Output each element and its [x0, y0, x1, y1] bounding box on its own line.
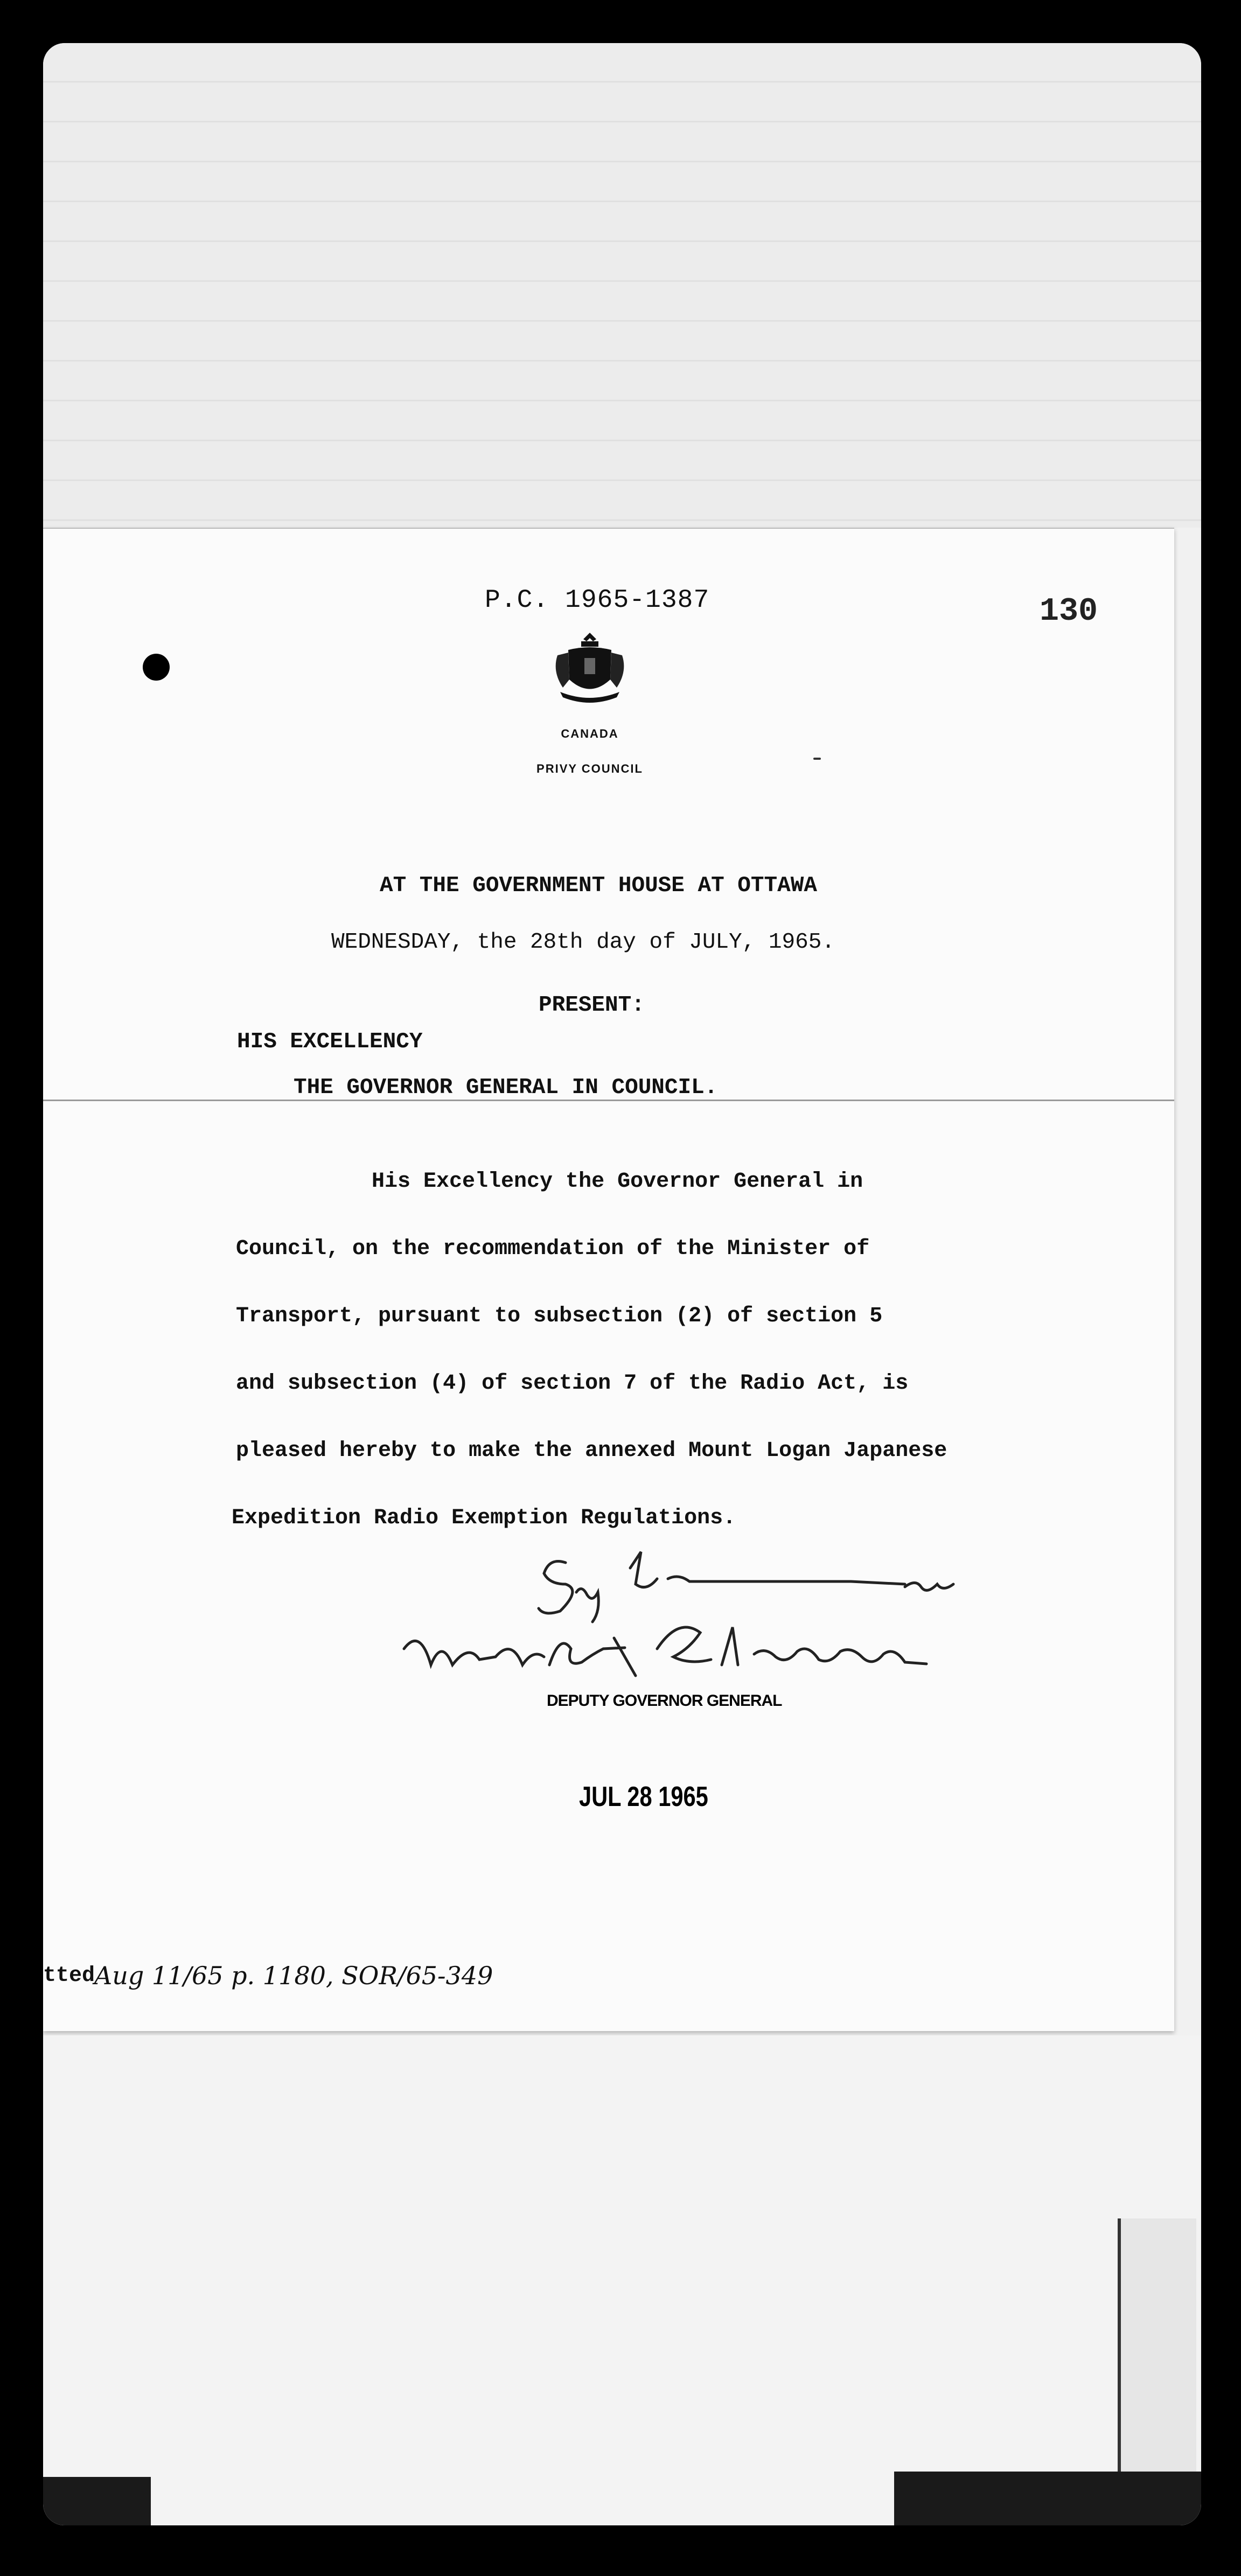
- margin-note: Aug 11/65 p. 1180, SOR/65-349: [94, 1961, 493, 1990]
- paper-edge: [1118, 2218, 1196, 2509]
- privy-council-label: PRIVY COUNCIL: [536, 762, 643, 775]
- order-text-line: Council, on the recommendation of the Minister of: [236, 1237, 870, 1261]
- date-stamp: JUL 28 1965: [579, 1781, 708, 1812]
- lower-blank-area: [43, 2035, 1201, 2525]
- margin-note-prefix: tted: [43, 1964, 95, 1988]
- document-scan: [43, 43, 1201, 2525]
- country-label: CANADA: [561, 727, 619, 740]
- meeting-location: AT THE GOVERNMENT HOUSE AT OTTAWA: [380, 873, 817, 898]
- signatory-title: DEPUTY GOVERNOR GENERAL: [547, 1692, 782, 1710]
- attendee-line-2: THE GOVERNOR GENERAL IN COUNCIL.: [294, 1075, 718, 1100]
- coat-of-arms-icon: [547, 628, 633, 709]
- dark-corner: [894, 2472, 1201, 2525]
- order-text-line: Expedition Radio Exemption Regulations.: [232, 1506, 736, 1530]
- present-label: PRESENT:: [539, 993, 645, 1018]
- order-text-line: Transport, pursuant to subsection (2) of section 5: [236, 1304, 883, 1328]
- ink-speck: [813, 758, 821, 760]
- page-number: 130: [1040, 593, 1098, 630]
- order-text-line: pleased hereby to make the annexed Mount Logan Japanese: [236, 1439, 947, 1463]
- dark-corner: [43, 2477, 151, 2525]
- order-text-line: and subsection (4) of section 7 of the Radio Act, is: [236, 1371, 909, 1396]
- reference-number: P.C. 1965-1387: [485, 586, 710, 615]
- order-in-council-page: [43, 528, 1174, 2031]
- punch-hole: [143, 654, 170, 681]
- order-text-line: His Excellency the Governor General in: [372, 1170, 863, 1194]
- handwritten-signature: [388, 1541, 1034, 1708]
- attendee-line-1: HIS EXCELLENCY: [237, 1030, 423, 1054]
- meeting-date: WEDNESDAY, the 28th day of JULY, 1965.: [331, 930, 835, 955]
- top-blank-sheet: [43, 43, 1201, 528]
